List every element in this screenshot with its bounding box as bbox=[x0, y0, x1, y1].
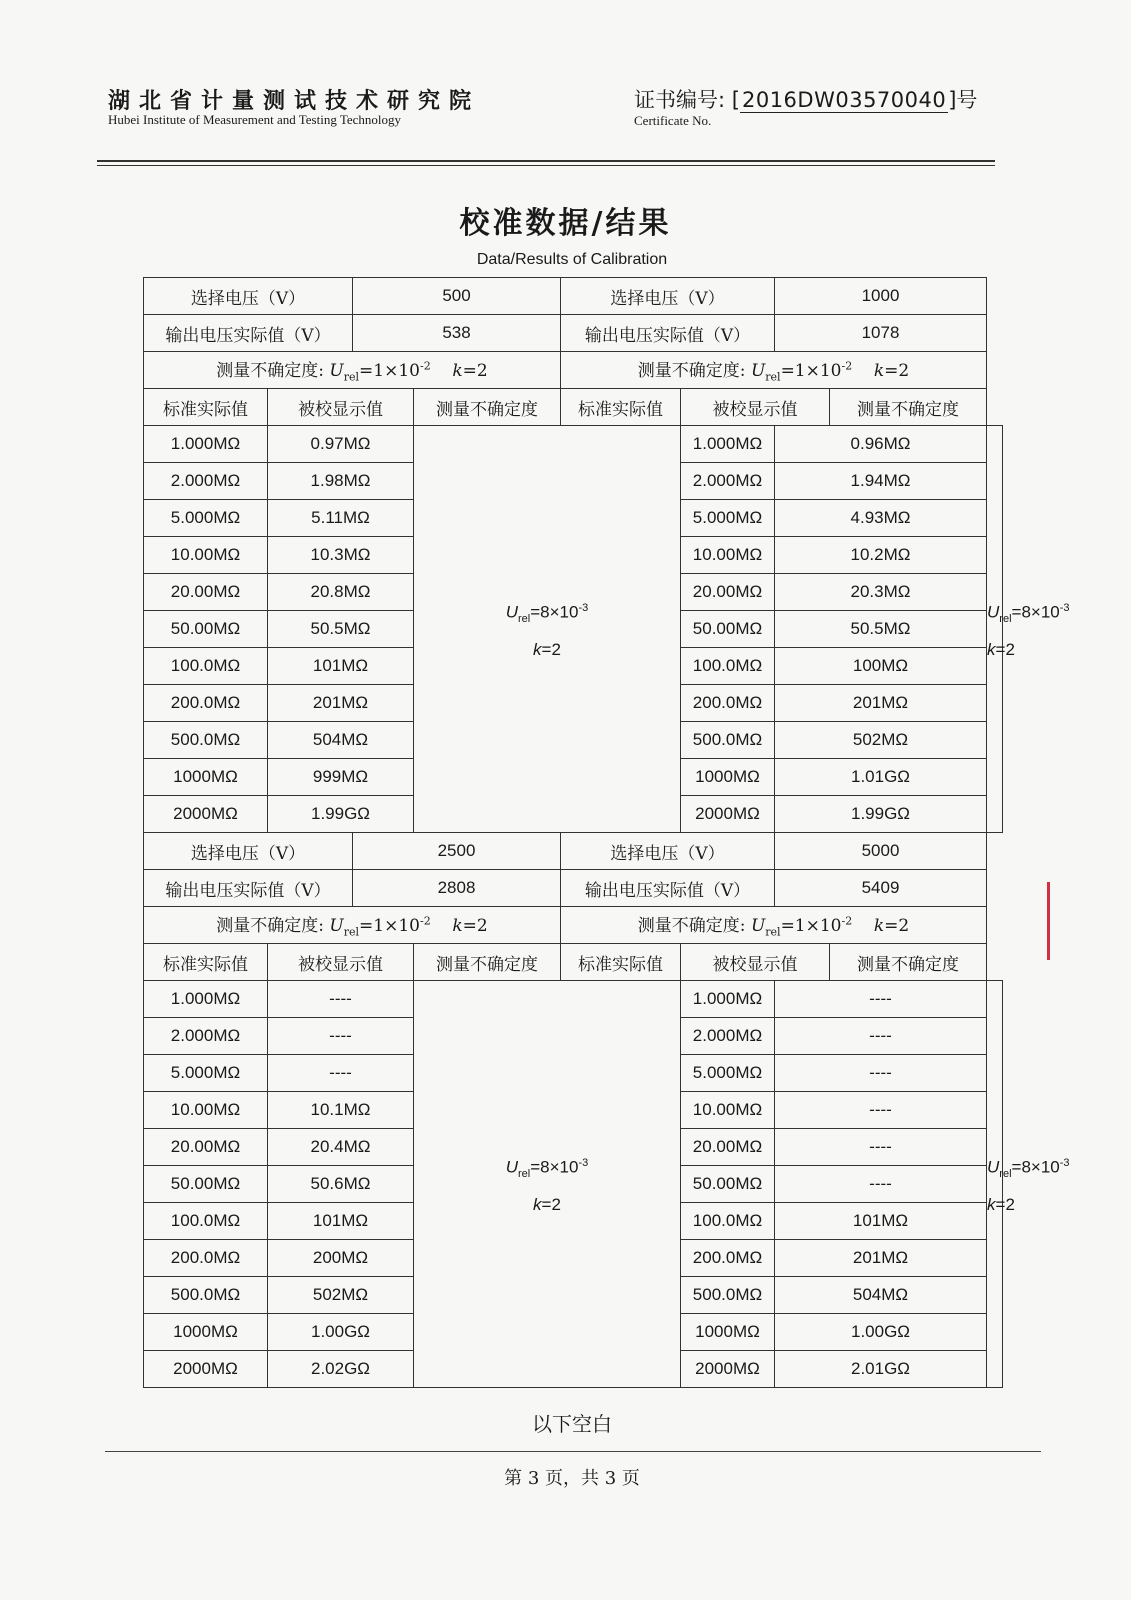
u-exponent: -2 bbox=[841, 359, 853, 373]
certificate-label-en: Certificate No. bbox=[634, 113, 712, 128]
select-voltage-value-left: 2500 bbox=[353, 833, 561, 870]
standard-value: 2.000MΩ bbox=[144, 463, 268, 500]
k-value: =2 bbox=[995, 639, 1015, 659]
u-exponent: -3 bbox=[1059, 1157, 1070, 1170]
u-exponent: -3 bbox=[578, 1157, 589, 1170]
standard-value: 500.0MΩ bbox=[681, 722, 775, 759]
u-subscript: rel bbox=[999, 1168, 1012, 1181]
uncertainty-summary-row bbox=[144, 352, 1003, 389]
output-voltage-value-right: 1078 bbox=[775, 315, 987, 352]
uncertainty-prefix: 测量不确定度: bbox=[216, 916, 325, 937]
displayed-value: 1.99GΩ bbox=[268, 796, 414, 833]
displayed-value: ---- bbox=[775, 1018, 987, 1055]
uncertainty-line-k bbox=[414, 635, 680, 665]
standard-value: 20.00MΩ bbox=[144, 1129, 268, 1166]
uncertainty-line-u bbox=[414, 593, 680, 634]
standard-value: 200.0MΩ bbox=[681, 685, 775, 722]
displayed-value: 100MΩ bbox=[775, 648, 987, 685]
uncertainty-summary-right bbox=[561, 907, 987, 944]
output-voltage-row bbox=[144, 870, 1003, 907]
displayed-value: 1.00GΩ bbox=[268, 1314, 414, 1351]
standard-value: 200.0MΩ bbox=[681, 1240, 775, 1277]
u-exponent: -2 bbox=[841, 914, 853, 928]
displayed-value: 1.00GΩ bbox=[775, 1314, 987, 1351]
displayed-value: 201MΩ bbox=[775, 685, 987, 722]
standard-value: 50.00MΩ bbox=[144, 611, 268, 648]
standard-value: 1000MΩ bbox=[144, 1314, 268, 1351]
uncertainty-summary-row bbox=[144, 907, 1003, 944]
u-symbol: U bbox=[750, 916, 766, 937]
standard-value: 2000MΩ bbox=[144, 1351, 268, 1388]
select-voltage-row bbox=[144, 833, 1003, 870]
k-value: =2 bbox=[541, 1194, 561, 1214]
k-value: =2 bbox=[462, 361, 488, 382]
standard-value: 5.000MΩ bbox=[681, 1055, 775, 1092]
certificate-bracket-open: [ bbox=[731, 88, 740, 112]
select-voltage-label: 选择电压（V） bbox=[561, 833, 775, 870]
page-title-en: Data/Results of Calibration bbox=[476, 251, 668, 268]
standard-value: 500.0MΩ bbox=[681, 1277, 775, 1314]
standard-value: 500.0MΩ bbox=[144, 722, 268, 759]
column-header-row bbox=[144, 944, 1003, 981]
k-value: =2 bbox=[884, 361, 910, 382]
displayed-value: 504MΩ bbox=[775, 1277, 987, 1314]
u-value: =1×10 bbox=[780, 361, 842, 382]
page-number: 第 3 页，共 3 页 bbox=[504, 1468, 640, 1489]
displayed-value: 101MΩ bbox=[268, 648, 414, 685]
standard-value: 1.000MΩ bbox=[144, 981, 268, 1018]
certificate-label-cn: 证书编号: bbox=[634, 88, 726, 112]
output-voltage-label: 输出电压实际值（V） bbox=[144, 870, 353, 907]
k-symbol: k bbox=[533, 1194, 542, 1214]
k-symbol: k bbox=[873, 916, 885, 937]
displayed-value: ---- bbox=[775, 1129, 987, 1166]
k-symbol: k bbox=[987, 639, 996, 659]
displayed-value: 50.5MΩ bbox=[268, 611, 414, 648]
uncertainty-summary-right bbox=[561, 352, 987, 389]
displayed-value: ---- bbox=[775, 1092, 987, 1129]
u-symbol: U bbox=[750, 361, 766, 382]
u-value: =1×10 bbox=[359, 916, 420, 937]
output-voltage-label: 输出电压实际值（V） bbox=[561, 870, 775, 907]
page-title-cn: 校准数据/结果 bbox=[459, 206, 672, 241]
blank-below-note: 以下空白 bbox=[532, 1412, 612, 1436]
displayed-value: 502MΩ bbox=[775, 722, 987, 759]
u-value: =8×10 bbox=[1011, 603, 1060, 623]
standard-value: 100.0MΩ bbox=[144, 648, 268, 685]
select-voltage-label: 选择电压（V） bbox=[561, 278, 775, 315]
k-symbol: k bbox=[873, 361, 885, 382]
standard-value: 1000MΩ bbox=[681, 759, 775, 796]
col-header-standard: 标准实际值 bbox=[561, 389, 681, 426]
displayed-value: 200MΩ bbox=[268, 1240, 414, 1277]
displayed-value: 10.2MΩ bbox=[775, 537, 987, 574]
displayed-value: ---- bbox=[268, 1055, 414, 1092]
standard-value: 10.00MΩ bbox=[681, 1092, 775, 1129]
select-voltage-row bbox=[144, 278, 1003, 315]
displayed-value: 101MΩ bbox=[775, 1203, 987, 1240]
select-voltage-label: 选择电压（V） bbox=[144, 278, 353, 315]
col-header-displayed: 被校显示值 bbox=[268, 389, 414, 426]
u-value: =1×10 bbox=[780, 916, 842, 937]
standard-value: 10.00MΩ bbox=[144, 1092, 268, 1129]
standard-value: 2000MΩ bbox=[144, 796, 268, 833]
col-header-standard: 标准实际值 bbox=[561, 944, 681, 981]
standard-value: 1.000MΩ bbox=[144, 426, 268, 463]
col-header-standard: 标准实际值 bbox=[144, 944, 268, 981]
displayed-value: 50.6MΩ bbox=[268, 1166, 414, 1203]
standard-value: 100.0MΩ bbox=[681, 1203, 775, 1240]
k-symbol: k bbox=[533, 639, 542, 659]
k-symbol: k bbox=[987, 1194, 996, 1214]
uncertainty-line-k bbox=[987, 635, 1015, 665]
standard-value: 50.00MΩ bbox=[144, 1166, 268, 1203]
displayed-value: 20.8MΩ bbox=[268, 574, 414, 611]
u-subscript: rel bbox=[999, 613, 1012, 626]
standard-value: 1000MΩ bbox=[144, 759, 268, 796]
uncertainty-line-k bbox=[414, 1190, 680, 1220]
select-voltage-label: 选择电压（V） bbox=[144, 833, 353, 870]
standard-value: 500.0MΩ bbox=[144, 1277, 268, 1314]
displayed-value: 50.5MΩ bbox=[775, 611, 987, 648]
standard-value: 100.0MΩ bbox=[144, 1203, 268, 1240]
k-symbol: k bbox=[452, 361, 463, 382]
u-value: =8×10 bbox=[1011, 1158, 1060, 1178]
standard-value: 2.000MΩ bbox=[681, 1018, 775, 1055]
displayed-value: ---- bbox=[268, 981, 414, 1018]
col-header-uncertainty: 测量不确定度 bbox=[414, 944, 561, 981]
output-voltage-label: 输出电压实际值（V） bbox=[561, 315, 775, 352]
u-subscript: rel bbox=[518, 1168, 531, 1181]
certificate-bracket-close: ]号 bbox=[948, 88, 978, 112]
standard-value: 20.00MΩ bbox=[144, 574, 268, 611]
u-value: =8×10 bbox=[530, 1158, 579, 1178]
displayed-value: 5.11MΩ bbox=[268, 500, 414, 537]
col-header-standard: 标准实际值 bbox=[144, 389, 268, 426]
displayed-value: 101MΩ bbox=[268, 1203, 414, 1240]
u-subscript: rel bbox=[343, 370, 360, 384]
u-symbol: U bbox=[987, 603, 1000, 623]
displayed-value: 1.98MΩ bbox=[268, 463, 414, 500]
output-voltage-label: 输出电压实际值（V） bbox=[144, 315, 353, 352]
u-subscript: rel bbox=[518, 613, 531, 626]
displayed-value: 0.97MΩ bbox=[268, 426, 414, 463]
uncertainty-line-k bbox=[987, 1190, 1015, 1220]
u-exponent: -3 bbox=[1059, 602, 1070, 615]
uncertainty-prefix: 测量不确定度: bbox=[216, 361, 325, 382]
standard-value: 2.000MΩ bbox=[681, 463, 775, 500]
u-exponent: -3 bbox=[578, 602, 589, 615]
k-value: =2 bbox=[541, 639, 561, 659]
u-exponent: -2 bbox=[419, 914, 431, 928]
uncertainty-line-u bbox=[414, 1148, 680, 1189]
expanded-uncertainty-left bbox=[414, 426, 681, 833]
standard-value: 5.000MΩ bbox=[144, 1055, 268, 1092]
displayed-value: ---- bbox=[775, 981, 987, 1018]
standard-value: 10.00MΩ bbox=[681, 537, 775, 574]
standard-value: 1.000MΩ bbox=[681, 981, 775, 1018]
displayed-value: 201MΩ bbox=[268, 685, 414, 722]
displayed-value: 2.01GΩ bbox=[775, 1351, 987, 1388]
footer-rule bbox=[105, 1451, 1041, 1452]
displayed-value: 0.96MΩ bbox=[775, 426, 987, 463]
header-rule-thick bbox=[97, 160, 995, 162]
standard-value: 1.000MΩ bbox=[681, 426, 775, 463]
displayed-value: 2.02GΩ bbox=[268, 1351, 414, 1388]
standard-value: 5.000MΩ bbox=[681, 500, 775, 537]
output-voltage-value-left: 2808 bbox=[353, 870, 561, 907]
u-subscript: rel bbox=[765, 925, 781, 939]
uncertainty-prefix: 测量不确定度: bbox=[637, 916, 746, 937]
u-symbol: U bbox=[329, 361, 344, 382]
standard-value: 100.0MΩ bbox=[681, 648, 775, 685]
expanded-uncertainty-left bbox=[414, 981, 681, 1388]
k-value: =2 bbox=[884, 916, 910, 937]
col-header-uncertainty: 测量不确定度 bbox=[414, 389, 561, 426]
displayed-value: 502MΩ bbox=[268, 1277, 414, 1314]
select-voltage-value-left: 500 bbox=[353, 278, 561, 315]
standard-value: 20.00MΩ bbox=[681, 1129, 775, 1166]
table-row bbox=[144, 426, 1003, 463]
standard-value: 200.0MΩ bbox=[144, 1240, 268, 1277]
u-symbol: U bbox=[329, 916, 344, 937]
uncertainty-prefix: 测量不确定度: bbox=[637, 361, 746, 382]
standard-value: 50.00MΩ bbox=[681, 1166, 775, 1203]
displayed-value: ---- bbox=[775, 1166, 987, 1203]
u-subscript: rel bbox=[765, 370, 781, 384]
select-voltage-value-right: 1000 bbox=[775, 278, 987, 315]
displayed-value: 201MΩ bbox=[775, 1240, 987, 1277]
uncertainty-summary-left bbox=[144, 352, 561, 389]
output-voltage-value-left: 538 bbox=[353, 315, 561, 352]
col-header-displayed: 被校显示值 bbox=[681, 389, 830, 426]
standard-value: 20.00MΩ bbox=[681, 574, 775, 611]
output-voltage-row bbox=[144, 315, 1003, 352]
standard-value: 5.000MΩ bbox=[144, 500, 268, 537]
column-header-row bbox=[144, 389, 1003, 426]
u-subscript: rel bbox=[343, 925, 360, 939]
k-value: =2 bbox=[995, 1194, 1015, 1214]
col-header-uncertainty: 测量不确定度 bbox=[830, 944, 987, 981]
select-voltage-value-right: 5000 bbox=[775, 833, 987, 870]
standard-value: 2000MΩ bbox=[681, 796, 775, 833]
col-header-displayed: 被校显示值 bbox=[268, 944, 414, 981]
displayed-value: 20.4MΩ bbox=[268, 1129, 414, 1166]
u-exponent: -2 bbox=[419, 359, 431, 373]
displayed-value: 999MΩ bbox=[268, 759, 414, 796]
standard-value: 200.0MΩ bbox=[144, 685, 268, 722]
u-value: =8×10 bbox=[530, 603, 579, 623]
standard-value: 50.00MΩ bbox=[681, 611, 775, 648]
standard-value: 1000MΩ bbox=[681, 1314, 775, 1351]
displayed-value: ---- bbox=[775, 1055, 987, 1092]
standard-value: 2.000MΩ bbox=[144, 1018, 268, 1055]
k-symbol: k bbox=[452, 916, 463, 937]
displayed-value: 10.3MΩ bbox=[268, 537, 414, 574]
displayed-value: 504MΩ bbox=[268, 722, 414, 759]
uncertainty-summary-left bbox=[144, 907, 561, 944]
red-pen-mark bbox=[1047, 882, 1050, 960]
displayed-value: 20.3MΩ bbox=[775, 574, 987, 611]
standard-value: 10.00MΩ bbox=[144, 537, 268, 574]
institute-name-en: Hubei Institute of Measurement and Testing Technology bbox=[108, 112, 402, 127]
output-voltage-value-right: 5409 bbox=[775, 870, 987, 907]
displayed-value: 1.01GΩ bbox=[775, 759, 987, 796]
displayed-value: 1.94MΩ bbox=[775, 463, 987, 500]
displayed-value: 4.93MΩ bbox=[775, 500, 987, 537]
u-symbol: U bbox=[505, 603, 519, 623]
header-rule-thin bbox=[97, 165, 995, 166]
col-header-displayed: 被校显示值 bbox=[681, 944, 830, 981]
certificate-number: 2016DW03570040 bbox=[741, 88, 947, 112]
displayed-value: 10.1MΩ bbox=[268, 1092, 414, 1129]
k-value: =2 bbox=[462, 916, 488, 937]
table-row bbox=[144, 981, 1003, 1018]
institute-name-cn: 湖北省计量测试技术研究院 bbox=[108, 89, 481, 114]
displayed-value: 1.99GΩ bbox=[775, 796, 987, 833]
col-header-uncertainty: 测量不确定度 bbox=[830, 389, 987, 426]
u-value: =1×10 bbox=[359, 361, 420, 382]
certificate-number-line bbox=[634, 84, 977, 114]
displayed-value: ---- bbox=[268, 1018, 414, 1055]
u-symbol: U bbox=[505, 1158, 519, 1178]
u-symbol: U bbox=[987, 1158, 1000, 1178]
standard-value: 2000MΩ bbox=[681, 1351, 775, 1388]
